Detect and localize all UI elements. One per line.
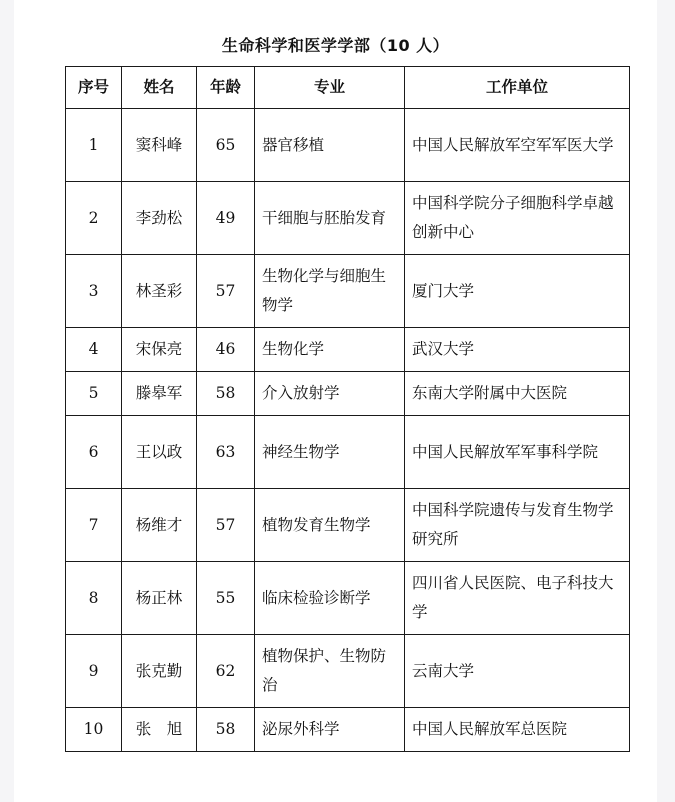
table-row xyxy=(66,255,630,328)
cell-age: 49 xyxy=(197,182,255,255)
cell-age: 58 xyxy=(197,372,255,416)
cell-major: 器官移植 xyxy=(255,109,405,182)
cell-unit: 中国科学院分子细胞科学卓越创新中心 xyxy=(405,182,630,255)
cell-index: 2 xyxy=(66,182,122,255)
cell-unit: 中国人民解放军军事科学院 xyxy=(405,416,630,489)
table-row xyxy=(66,372,630,416)
cell-name: 张 旭 xyxy=(122,708,197,752)
cell-age: 58 xyxy=(197,708,255,752)
section-title: 生命科学和医学学部（10 人） xyxy=(221,36,450,55)
cell-index: 3 xyxy=(66,255,122,328)
cell-name: 林圣彩 xyxy=(122,255,197,328)
cell-unit: 厦门大学 xyxy=(405,255,630,328)
cell-major: 干细胞与胚胎发育 xyxy=(255,182,405,255)
cell-age: 62 xyxy=(197,635,255,708)
table-header-row xyxy=(66,67,630,109)
cell-index: 6 xyxy=(66,416,122,489)
table-row xyxy=(66,635,630,708)
cell-major: 植物发育生物学 xyxy=(255,489,405,562)
cell-name: 滕皋军 xyxy=(122,372,197,416)
cell-age: 46 xyxy=(197,328,255,372)
cell-age: 63 xyxy=(197,416,255,489)
header-major: 专业 xyxy=(255,67,405,109)
cell-unit: 武汉大学 xyxy=(405,328,630,372)
cell-unit: 中国人民解放军空军军医大学 xyxy=(405,109,630,182)
document-page xyxy=(14,0,657,802)
cell-major: 植物保护、生物防治 xyxy=(255,635,405,708)
cell-name: 宋保亮 xyxy=(122,328,197,372)
cell-index: 1 xyxy=(66,109,122,182)
cell-unit: 云南大学 xyxy=(405,635,630,708)
table-row xyxy=(66,182,630,255)
cell-unit: 东南大学附属中大医院 xyxy=(405,372,630,416)
cell-index: 5 xyxy=(66,372,122,416)
table-row xyxy=(66,109,630,182)
cell-unit: 中国科学院遗传与发育生物学研究所 xyxy=(405,489,630,562)
cell-major: 泌尿外科学 xyxy=(255,708,405,752)
table-row xyxy=(66,416,630,489)
cell-unit: 中国人民解放军总医院 xyxy=(405,708,630,752)
cell-unit: 四川省人民医院、电子科技大学 xyxy=(405,562,630,635)
table-row xyxy=(66,562,630,635)
cell-name: 张克勤 xyxy=(122,635,197,708)
cell-age: 55 xyxy=(197,562,255,635)
cell-age: 65 xyxy=(197,109,255,182)
header-name: 姓名 xyxy=(122,67,197,109)
table-row xyxy=(66,708,630,752)
cell-index: 8 xyxy=(66,562,122,635)
cell-index: 9 xyxy=(66,635,122,708)
cell-name: 李劲松 xyxy=(122,182,197,255)
cell-major: 生物化学与细胞生物学 xyxy=(255,255,405,328)
cell-name: 杨维才 xyxy=(122,489,197,562)
cell-index: 10 xyxy=(66,708,122,752)
cell-major: 临床检验诊断学 xyxy=(255,562,405,635)
header-age: 年龄 xyxy=(197,67,255,109)
cell-major: 生物化学 xyxy=(255,328,405,372)
cell-name: 窦科峰 xyxy=(122,109,197,182)
member-table xyxy=(65,66,630,752)
header-index: 序号 xyxy=(66,67,122,109)
cell-index: 4 xyxy=(66,328,122,372)
cell-age: 57 xyxy=(197,489,255,562)
table-row xyxy=(66,489,630,562)
cell-index: 7 xyxy=(66,489,122,562)
header-unit: 工作单位 xyxy=(405,67,630,109)
table-row xyxy=(66,328,630,372)
cell-age: 57 xyxy=(197,255,255,328)
cell-name: 王以政 xyxy=(122,416,197,489)
cell-major: 介入放射学 xyxy=(255,372,405,416)
cell-name: 杨正林 xyxy=(122,562,197,635)
cell-major: 神经生物学 xyxy=(255,416,405,489)
